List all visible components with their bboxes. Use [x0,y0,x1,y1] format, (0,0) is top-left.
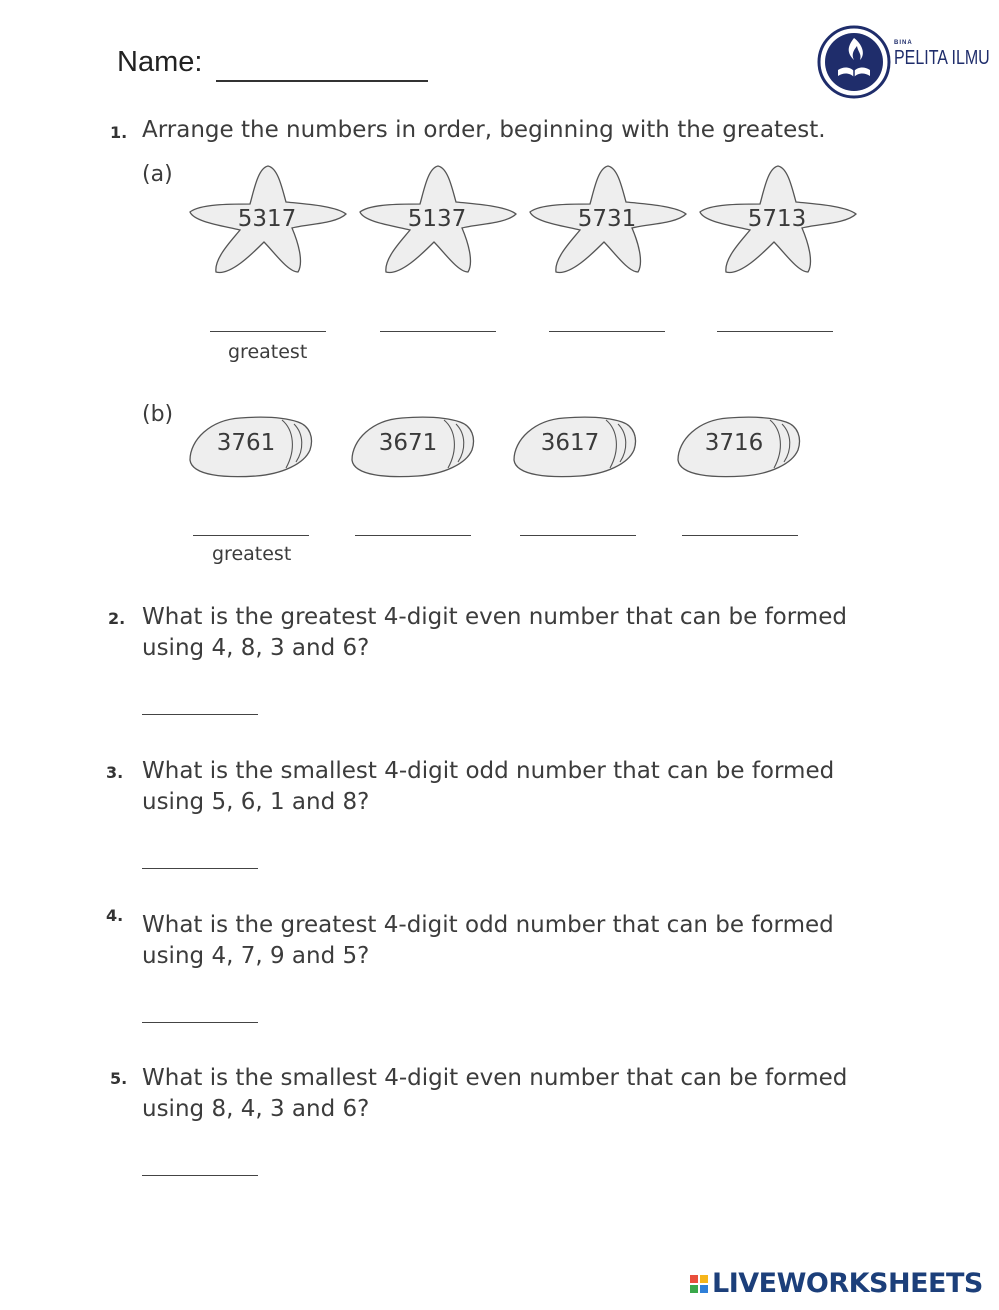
starfish-number: 5731 [577,206,637,232]
shell-2 [348,410,478,482]
shell-number: 3761 [216,430,276,456]
answer-blank-q4[interactable] [142,1022,258,1023]
q2-text-line1: What is the greatest 4-digit even number that can be formed [142,604,847,630]
q2-text-line2: using 4, 8, 3 and 6? [142,635,370,661]
starfish-1 [186,160,348,280]
greatest-label-b: greatest [212,543,292,565]
q4-text-line2: using 4, 7, 9 and 5? [142,943,370,969]
answer-blank-q5[interactable] [142,1175,258,1176]
name-label: Name: [117,46,203,78]
answer-blank-1b-3[interactable] [520,535,636,536]
shell-number: 3617 [540,430,600,456]
shell-1 [186,410,316,482]
answer-blank-q2[interactable] [142,714,258,715]
q3-text-line1: What is the smallest 4-digit odd number that can be formed [142,758,835,784]
shell-4 [674,410,804,482]
answer-blank-q3[interactable] [142,868,258,869]
answer-blank-1a-4[interactable] [717,331,833,332]
shell-3 [510,410,640,482]
starfish-number: 5137 [407,206,467,232]
answer-blank-1b-2[interactable] [355,535,471,536]
logo-text [894,40,999,70]
q5-number: 5. [110,1069,128,1088]
answer-blank-1b-4[interactable] [682,535,798,536]
q1b-label: (b) [142,402,174,427]
starfish-4 [696,160,858,280]
q2-number: 2. [108,609,126,628]
liveworksheets-logo-icon [690,1275,708,1293]
q4-text-line1: What is the greatest 4-digit odd number that can be formed [142,912,834,938]
q1-number: 1. [110,123,128,142]
starfish-3 [526,160,688,280]
q1a-label: (a) [142,162,173,187]
greatest-label-a: greatest [228,341,308,363]
q3-number: 3. [106,763,124,782]
liveworksheets-brand: LIVEWORKSHEETS [712,1268,983,1299]
pelita-ilmu-logo-icon [816,24,892,100]
logo-small-text: BINA [894,40,913,46]
q1-text: Arrange the numbers in order, beginning with the greatest. [142,117,826,143]
q5-text-line2: using 8, 4, 3 and 6? [142,1096,370,1122]
q4-number: 4. [106,906,124,925]
starfish-number: 5317 [237,206,297,232]
q3-text-line2: using 5, 6, 1 and 8? [142,789,370,815]
answer-blank-1a-2[interactable] [380,331,496,332]
starfish-2 [356,160,518,280]
shell-number: 3716 [704,430,764,456]
name-input-line[interactable] [216,80,428,82]
answer-blank-1b-1[interactable] [193,535,309,536]
answer-blank-1a-3[interactable] [549,331,665,332]
liveworksheets-footer [690,1268,983,1299]
q5-text-line1: What is the smallest 4-digit even number that can be formed [142,1065,848,1091]
logo-big-text: PELITA ILMU [894,47,990,69]
answer-blank-1a-1[interactable] [210,331,326,332]
shell-number: 3671 [378,430,438,456]
starfish-number: 5713 [747,206,807,232]
